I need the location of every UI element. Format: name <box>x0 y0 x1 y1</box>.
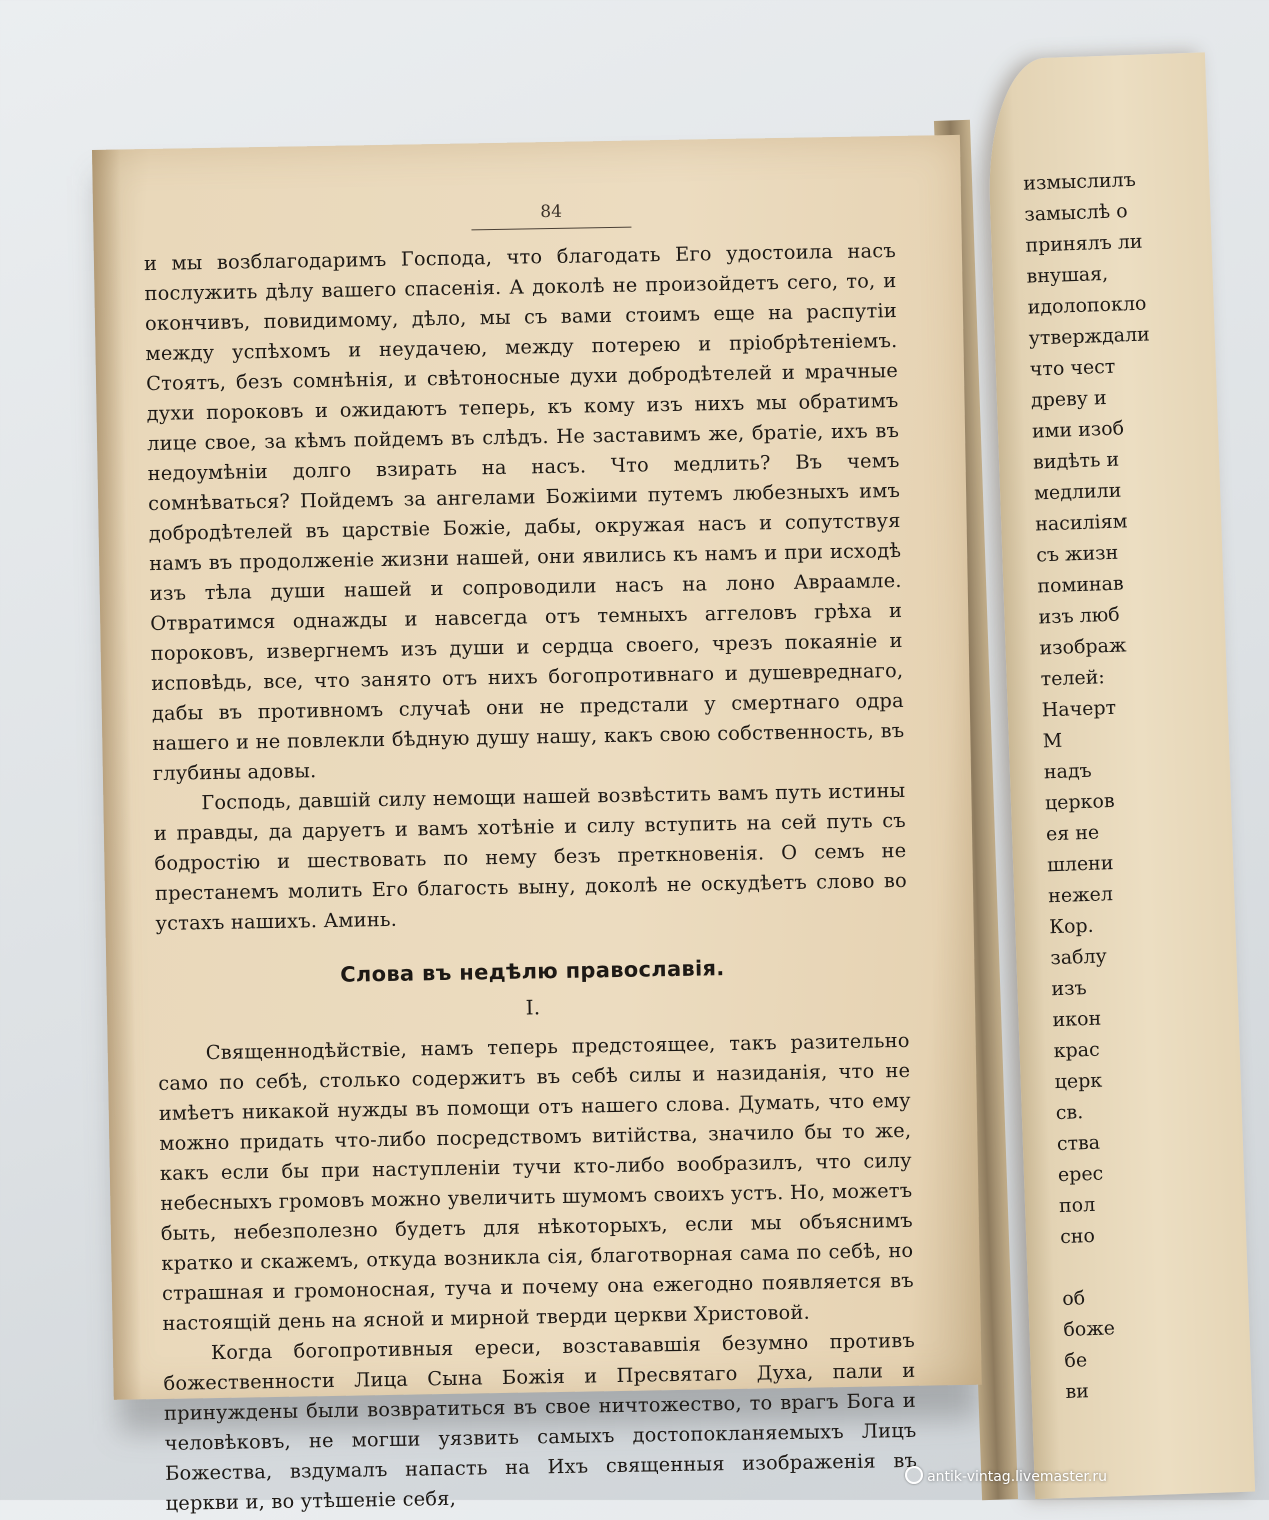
right-page-line: Начерт <box>1041 696 1117 722</box>
right-page-line: крас <box>1053 1038 1101 1063</box>
right-page-line: насиліям <box>1034 510 1128 536</box>
right-page-line: бе <box>1064 1349 1088 1373</box>
right-page-line: нежел <box>1047 883 1114 908</box>
right-page-line: принялъ ли <box>1025 230 1143 257</box>
right-page-line: ими изоб <box>1031 417 1125 443</box>
right-page-line: об <box>1061 1287 1086 1311</box>
right-page-line: икон <box>1052 1007 1102 1032</box>
right-page-line: поминав <box>1037 572 1124 598</box>
right-page-line: боже <box>1062 1317 1116 1342</box>
right-page-line: утверждали <box>1028 323 1151 350</box>
right-page-line: идолопокло <box>1027 292 1147 319</box>
page-number: 84 <box>540 201 563 223</box>
paragraph: Священнодѣйствіе, намъ теперь предстоящее, такъ разительно само по себѣ, столько содержитъ въ себѣ силы и назиданія, что не имѣетъ никакой нужды въ помощи отъ нашего слова. Думать, что ему можно придать что-либо посредствомъ витійства, значило бы то же, какъ если бы при наступленіи тучи кто-либо вообразилъ, что силу небесныхъ громовъ можно увеличить шумомъ своихъ устъ. Но, можетъ быть, небезполезно будетъ для нѣкоторыхъ, если мы объяснимъ кратко и скажемъ, откуда возникла сія, благотворная сама по себѣ, но страшная и громоносная, туча и почему она ежегодно появляется въ настоящій день на ясной и мирной тверди церкви Христовой. <box>158 1028 915 1335</box>
right-page-text <box>1023 162 1266 1408</box>
right-page-line: М <box>1042 729 1063 753</box>
section-heading: Слова въ недѣлю православія. <box>340 956 725 987</box>
right-page-line: внушая, <box>1026 262 1109 288</box>
right-page-line: ви <box>1065 1380 1090 1403</box>
page-text <box>144 236 918 1519</box>
right-page-line: измыслилъ <box>1022 168 1137 195</box>
right-page-line: ерес <box>1057 1162 1104 1187</box>
right-page-line: съ жизн <box>1035 541 1119 567</box>
paragraph: и мы возблагодаримъ Господа, что благодать Его удостоила насъ послужить дѣлу вашего спасенія. А доколѣ не произойдетъ сего, то, и окончивъ, повидимому, дѣло, мы съ вами стоимъ еще на распутіи между успѣхомъ и неудачею, между потерею и пріобрѣтеніемъ. Стоятъ, безъ сомнѣнія, и свѣтоносные духи добродѣтелей и мрачные духи пороковъ и ожидаютъ теперь, къ кому изъ нихъ мы обратимъ лице свое, за кѣмъ пойдемъ въ слѣдъ. Не заставимъ же, братіе, ихъ въ недоумѣніи долго взирать на насъ. Что медлить? Въ чемъ сомнѣваться? Пойдемъ за ангелами Божіими путемъ любезныхъ имъ добродѣтелей въ царствіе Божіе, дабы, окружая насъ и сопутствуя намъ въ продолженіе жизни нашей, они явились къ намъ и при исходѣ изъ тѣла души нашей и сопроводили насъ на лоно Авраамле. Отвратимся однажды и навсегда отъ темныхъ аггеловъ грѣха и пороковъ, извергнемъ изъ души и сердца своего, чрезъ покаяніе и исповѣдь, все, что занято отъ нихъ богопротивнаго и душевреднаго, дабы въ противномъ случаѣ они не предстали у смертнаго одра нашего и не повлекли бѣдную душу нашу, какъ свою собственность, въ глубины адовы. <box>143 238 905 786</box>
left-page <box>92 135 982 1515</box>
right-page-line: надъ <box>1043 759 1093 784</box>
right-page-line: телей: <box>1040 666 1106 691</box>
right-page-line: ства <box>1056 1131 1101 1156</box>
right-page <box>985 52 1255 1499</box>
right-page-line: церков <box>1044 789 1115 815</box>
paragraph: Господь, давшій силу немощи нашей возвѣстить вамъ путь истины и правды, да даруетъ и вамъ хотѣніе и силу вступить на сей путь съ бодростію и шествовать по нему безъ преткновенія. О семъ не престанемъ молить Его благость выну, доколѣ не оскудѣетъ слово во устахъ нашихъ. Аминь. <box>153 778 908 936</box>
watermark <box>905 1466 1107 1485</box>
right-page-line: видѣть и <box>1032 448 1120 474</box>
right-page-line: св. <box>1055 1101 1084 1125</box>
right-page-line: шлени <box>1046 852 1114 877</box>
right-page-line: Кор. <box>1048 914 1095 939</box>
right-page-line: заблу <box>1050 945 1108 970</box>
right-page-line: замыслѣ о <box>1024 200 1128 226</box>
paragraph: Когда богопротивныя ереси, возстававшія безумно противъ божественности Лица Сына Божія и Пресвятаго Духа, пали и принуждены были возвратиться въ свое ничтожество, то врагъ Бога и человѣковъ, не могши уязвить самыхъ достопокланяемыхъ Лицъ Божества, вздумалъ напасть на Ихъ священныя изображенія въ церкви и, во утѣшеніе себя, <box>163 1328 918 1515</box>
right-page-line: церк <box>1054 1069 1103 1094</box>
right-page-line: что чест <box>1029 355 1116 381</box>
livemaster-logo-icon <box>905 1466 923 1484</box>
right-page-line: изъ <box>1051 977 1087 1001</box>
section-numeral: I. <box>525 995 541 1020</box>
right-page-line: медлили <box>1033 479 1122 505</box>
right-page-line: изображ <box>1039 634 1127 660</box>
right-page-line: пол <box>1058 1193 1096 1218</box>
watermark-text: antik-vintag.livemaster.ru <box>927 1469 1107 1485</box>
right-page-line: ея не <box>1045 821 1100 846</box>
right-page-line: изъ люб <box>1038 603 1121 629</box>
right-page-line: сно <box>1059 1224 1096 1249</box>
right-page-line: древу и <box>1030 386 1107 412</box>
page-number-rule <box>471 227 631 231</box>
